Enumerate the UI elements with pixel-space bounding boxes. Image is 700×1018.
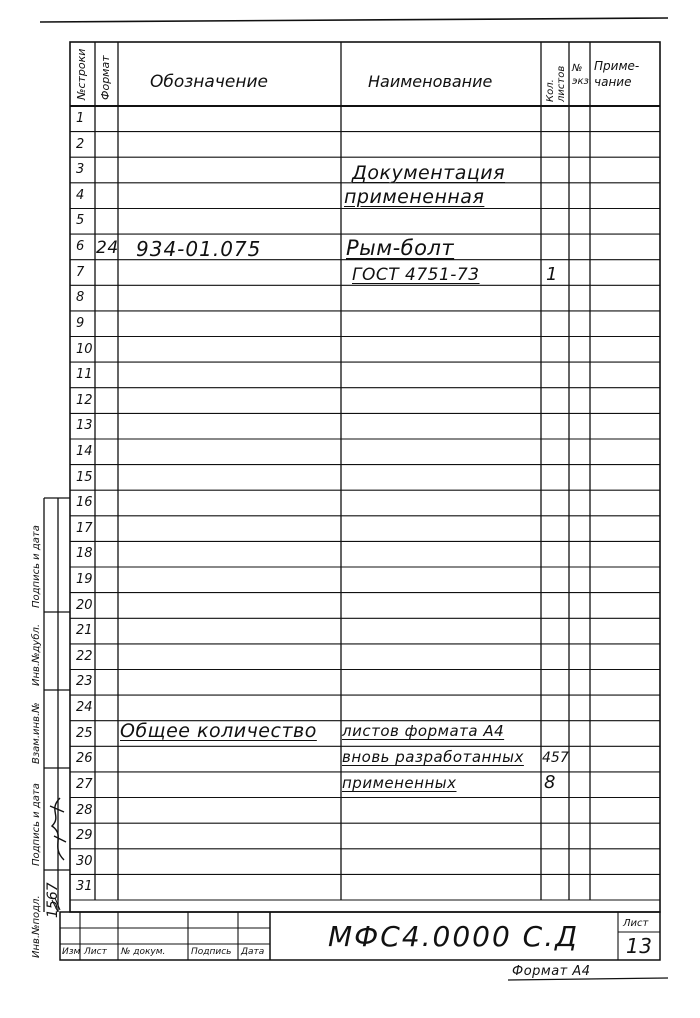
header-format: Формат [99, 55, 112, 100]
row-number: 5 [76, 213, 85, 229]
side-signature [44, 776, 70, 866]
side-inv-dubl: Инв.№дубл. [31, 623, 42, 686]
row-number: 10 [76, 341, 93, 357]
row-number: 18 [76, 546, 93, 562]
side-vzam-inv: Взам.инв.№ [31, 702, 42, 764]
header-designation: Обозначение [150, 72, 268, 92]
entry-documentation: Документация [352, 162, 506, 184]
row-number: 16 [76, 495, 93, 511]
row-number: 15 [76, 469, 93, 485]
row-number: 7 [76, 264, 85, 280]
row-number: 12 [76, 392, 93, 408]
entry-format-24: 24 [96, 238, 119, 258]
entry-name-rym-bolt: Рым-болт [346, 236, 455, 260]
row-number: 1 [76, 111, 85, 126]
row-number: 24 [76, 700, 93, 716]
entry-qty-1: 1 [546, 264, 558, 285]
row-number: 28 [76, 802, 93, 818]
header-sheet-count: Кол. листов [545, 65, 567, 102]
row-number: 25 [76, 725, 93, 741]
side-inv-podl-value: 1567 [45, 882, 61, 918]
row-number: 14 [76, 443, 93, 459]
row-number: 21 [76, 623, 93, 639]
tb-date: Дата [241, 947, 265, 957]
row-number: 4 [76, 187, 85, 203]
tb-signature: Подпись [191, 947, 232, 957]
header-copy-number: № экз. [572, 63, 593, 87]
row-number: 29 [76, 828, 93, 844]
tb-sheet-label: Лист [623, 918, 649, 929]
row-number: 17 [76, 520, 93, 536]
row-number: 26 [76, 751, 93, 767]
entry-applied-count: примененных [342, 774, 457, 792]
entry-sheets-a4: листов формата А4 [342, 722, 505, 740]
tb-izm: Изм [62, 947, 81, 957]
tb-designation: МФС4.0000 С.Д [328, 920, 580, 953]
header-name: Наименование [368, 72, 493, 91]
side-sign-date-1: Подпись и дата [31, 525, 42, 608]
side-inv-podl: Инв.№подл. [31, 895, 42, 958]
footer-format: Формат А4 [512, 964, 591, 979]
entry-gost: ГОСТ 4751-73 [352, 265, 480, 285]
row-number: 31 [76, 879, 93, 895]
entry-newly-developed: вновь разработанных [342, 748, 524, 766]
row-number: 22 [76, 648, 93, 664]
row-number: 6 [76, 239, 85, 255]
entry-applied: примененная [344, 186, 485, 208]
entry-qty-457: 457 [542, 750, 569, 766]
row-number: 13 [76, 418, 93, 434]
row-number: 2 [76, 136, 85, 152]
row-number: 3 [76, 162, 85, 178]
header-note: Приме- чание [594, 59, 640, 89]
row-number: 30 [76, 853, 93, 869]
entry-designation-rym-bolt: 934-01.075 [136, 237, 262, 261]
row-number: 9 [76, 315, 85, 331]
row-number: 8 [76, 290, 85, 306]
entry-total-count: Общее количество [120, 720, 317, 742]
row-number: 19 [76, 572, 93, 588]
tb-doc-no: № докум. [121, 947, 166, 957]
row-number: 23 [76, 674, 93, 690]
row-number: 11 [76, 367, 93, 383]
row-number: 27 [76, 776, 93, 792]
row-number: 20 [76, 597, 93, 613]
side-sign-date-2: Подпись и дата [31, 783, 42, 866]
tb-sheet-number: 13 [626, 934, 653, 958]
entry-qty-8: 8 [544, 772, 556, 793]
tb-list: Лист [84, 947, 107, 957]
header-line-number: №строки [75, 48, 88, 100]
